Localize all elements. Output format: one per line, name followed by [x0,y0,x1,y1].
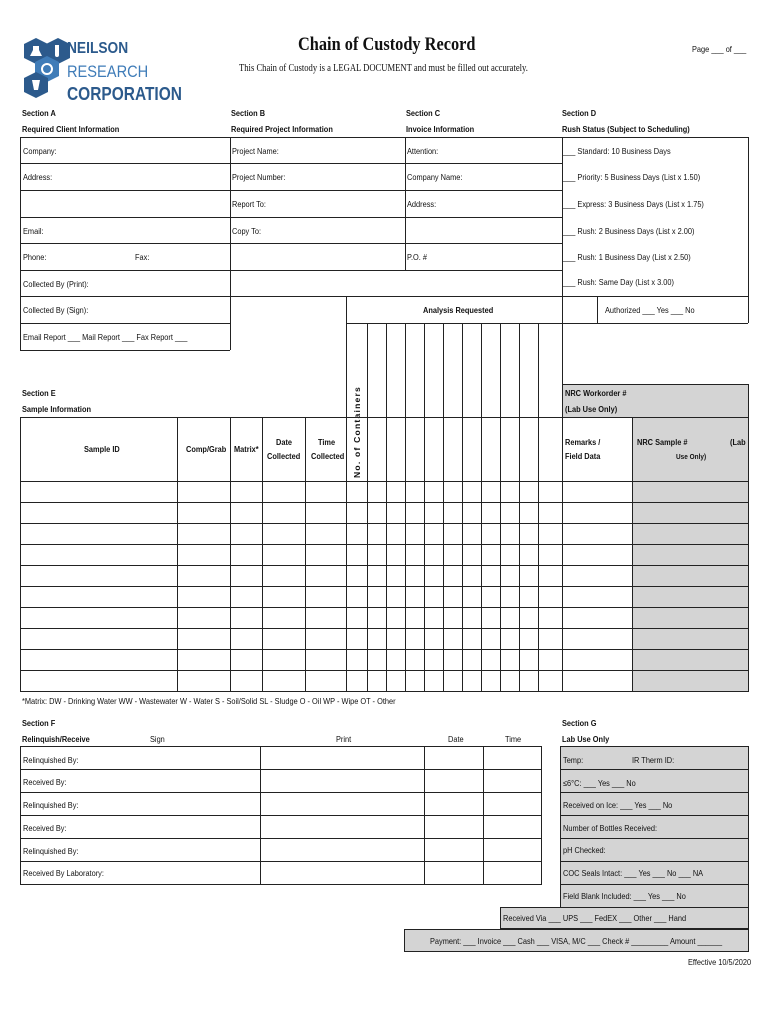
logo-line-2: RESEARCH [67,62,149,81]
received-by-1[interactable]: Received By: [23,777,67,787]
temp-check-field[interactable]: ≤6°C: ___ Yes ___ No [563,778,636,788]
ph-checked-field[interactable]: pH Checked: [563,845,606,855]
sample-row[interactable] [20,586,748,587]
section-c-name: Invoice Information [406,124,475,134]
bottles-received-field[interactable]: Number of Bottles Received: [563,823,658,833]
rush-option-priority[interactable]: ___ Priority: 5 Business Days (List x 1.50) [563,172,701,182]
company-field[interactable]: Company: [23,146,57,156]
email-field[interactable]: Email: [23,226,44,236]
col-date: Date [276,437,293,447]
col-sign: Sign [150,734,165,744]
received-by-laboratory[interactable]: Received By Laboratory: [23,868,104,878]
collected-by-sign-field[interactable]: Collected By (Sign): [23,305,89,315]
copy-to-field[interactable]: Copy To: [232,226,262,236]
sample-row[interactable] [20,628,748,629]
section-e-name: Sample Information [22,404,91,414]
matrix-legend: *Matrix: DW - Drinking Water WW - Wastewater W - Water S - Soil/Solid SL - Sludge O - Oil WP - Wipe OT - Other [22,696,396,706]
sample-row[interactable] [20,649,748,650]
po-number-field[interactable]: P.O. # [407,252,428,262]
report-options[interactable]: Email Report ___ Mail Report ___ Fax Report ___ [23,332,188,342]
ir-therm-field[interactable]: IR Therm ID: [632,755,675,765]
collected-by-print-field[interactable]: Collected By (Print): [23,279,89,289]
address-field[interactable]: Address: [23,172,53,182]
section-a-number: Section A [22,108,56,118]
section-a-name: Required Client Information [22,124,120,134]
fax-field[interactable]: Fax: [135,252,150,262]
page-title: Chain of Custody Record [298,34,476,55]
report-to-field[interactable]: Report To: [232,199,266,209]
sample-row[interactable] [20,670,748,671]
rush-option-standard[interactable]: ___ Standard: 10 Business Days [563,146,671,156]
section-b-name: Required Project Information [231,124,333,134]
authorized-field[interactable]: Authorized ___ Yes ___ No [605,305,695,315]
col-lab-use-b: Use Only) [676,452,707,461]
rush-option-1day[interactable]: ___ Rush: 1 Business Day (List x 2.50) [563,252,691,262]
sample-row[interactable] [20,607,748,608]
section-f-number: Section F [22,718,56,728]
invoice-address-field[interactable]: Address: [407,199,437,209]
page-number[interactable]: Page ___ of ___ [692,44,747,54]
effective-date: Effective 10/5/2020 [688,957,752,967]
section-c-number: Section C [406,108,441,118]
coc-seals-field[interactable]: COC Seals Intact: ___ Yes ___ No ___ NA [563,868,704,878]
sample-row[interactable] [20,502,748,503]
relinquished-by-1[interactable]: Relinquished By: [23,755,79,765]
analysis-requested-header: Analysis Requested [423,305,494,315]
nrc-workorder-sub: (Lab Use Only) [565,404,618,414]
col-sample-id: Sample ID [84,444,120,454]
col-lab-use-a: (Lab [730,437,746,447]
project-name-field[interactable]: Project Name: [232,146,279,156]
phone-field[interactable]: Phone: [23,252,47,262]
section-f-name: Relinquish/Receive [22,734,90,744]
col-print: Print [336,734,352,744]
relinquished-by-3[interactable]: Relinquished By: [23,846,79,856]
col-remarks: Remarks / [565,437,601,447]
received-by-2[interactable]: Received By: [23,823,67,833]
col-f-date: Date [448,734,464,744]
payment-field[interactable]: Payment: ___ Invoice ___ Cash ___ VISA, M/C ___ Check # _________ Amount ______ [430,936,723,946]
page-subtitle: This Chain of Custody is a LEGAL DOCUMENT and must be filled out accurately. [239,63,528,74]
temp-field[interactable]: Temp: [563,755,584,765]
nrc-workorder-label: NRC Workorder # [565,388,627,398]
no-of-containers-label: No. of Containers [352,385,362,478]
col-field-data: Field Data [565,451,601,461]
section-g-number: Section G [562,718,597,728]
logo-line-3: CORPORATION [67,84,182,104]
sample-row[interactable] [20,523,748,524]
section-d-number: Section D [562,108,597,118]
relinquished-by-2[interactable]: Relinquished By: [23,800,79,810]
rush-option-2day[interactable]: ___ Rush: 2 Business Days (List x 2.00) [563,226,695,236]
section-b-number: Section B [231,108,266,118]
col-time-collected: Collected [311,451,345,461]
attention-field[interactable]: Attention: [407,146,439,156]
rush-option-express[interactable]: ___ Express: 3 Business Days (List x 1.75) [563,199,704,209]
col-date-collected: Collected [267,451,301,461]
col-f-time: Time [505,734,522,744]
sample-row[interactable] [20,544,748,545]
company-logo [22,38,182,108]
section-e-number: Section E [22,388,56,398]
received-via-field[interactable]: Received Via ___ UPS ___ FedEX ___ Other ___ Hand [503,913,687,923]
col-matrix: Matrix* [234,444,259,454]
section-d-name: Rush Status (Subject to Scheduling) [562,124,690,134]
rush-option-same-day[interactable]: ___ Rush: Same Day (List x 3.00) [563,277,674,287]
field-blank-field[interactable]: Field Blank Included: ___ Yes ___ No [563,891,686,901]
col-comp-grab: Comp/Grab [186,444,227,454]
received-on-ice-field[interactable]: Received on Ice: ___ Yes ___ No [563,800,673,810]
logo-line-1: NEILSON [67,40,129,57]
section-g-name: Lab Use Only [562,734,610,744]
col-nrc-sample: NRC Sample # [637,437,688,447]
company-name-field[interactable]: Company Name: [407,172,463,182]
col-time: Time [318,437,336,447]
project-number-field[interactable]: Project Number: [232,172,286,182]
sample-row[interactable] [20,565,748,566]
